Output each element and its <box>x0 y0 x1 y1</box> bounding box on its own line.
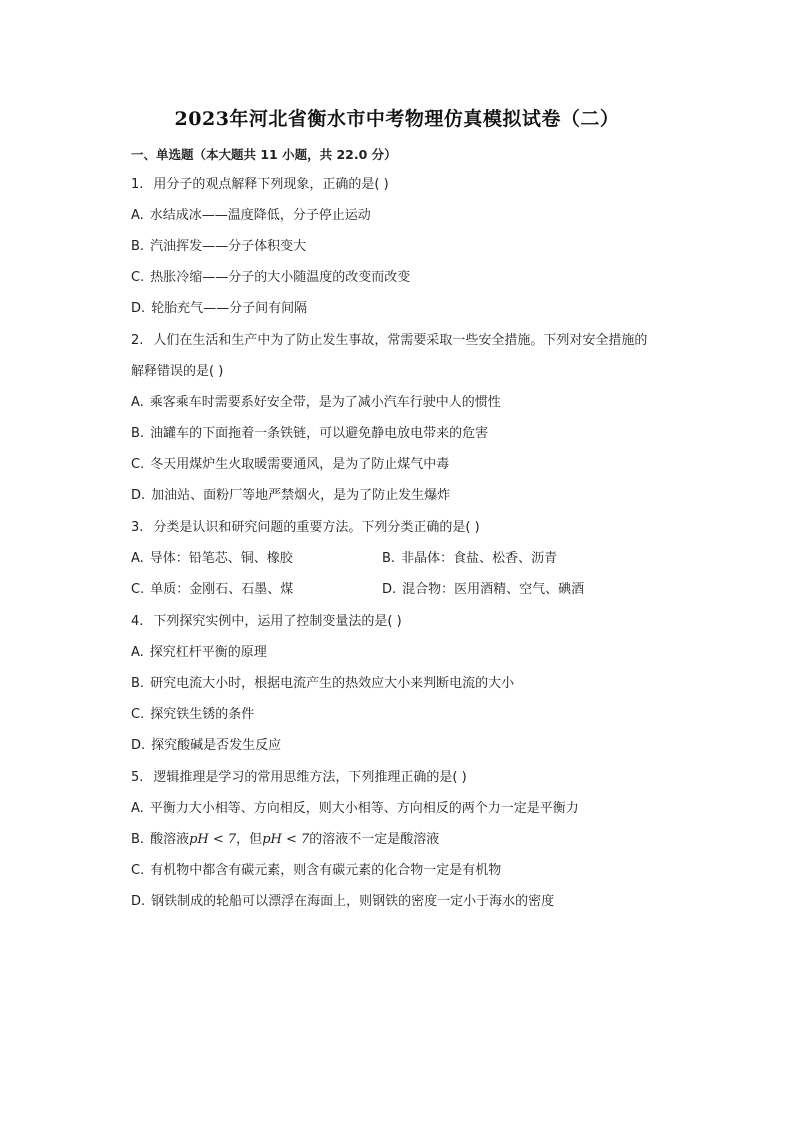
option-letter: D. <box>131 894 146 909</box>
option-text: 钢铁制成的轮船可以漂浮在海面上，则钢铁的密度一定小于海水的密度 <box>151 894 555 909</box>
option-letter: C. <box>131 270 145 285</box>
question-number: 1. <box>131 177 144 192</box>
option-text: 探究酸碱是否发生反应 <box>151 738 282 753</box>
option-letter: B. <box>131 832 145 847</box>
option-letter: C. <box>131 863 145 878</box>
math-expression: pH < 7 <box>262 832 310 847</box>
question-2-option-b <box>131 425 488 443</box>
question-text: 分类是认识和研究问题的重要方法。下列分类正确的是( ) <box>153 520 480 535</box>
option-text: 冬天用煤炉生火取暖需要通风，是为了防止煤气中毒 <box>150 457 450 472</box>
option-letter: D. <box>131 738 146 753</box>
option-letter: C. <box>131 457 145 472</box>
option-text-part-2: ，但 <box>236 832 263 847</box>
question-3-option-b <box>382 550 557 568</box>
option-text: 探究杠杆平衡的原理 <box>149 645 267 660</box>
option-letter: A. <box>131 551 144 566</box>
question-4-option-a <box>131 644 267 662</box>
option-letter: A. <box>131 395 144 410</box>
option-letter: A. <box>131 801 144 816</box>
option-letter: B. <box>131 239 145 254</box>
option-letter: A. <box>131 208 144 223</box>
option-letter: B. <box>382 551 396 566</box>
option-text: 探究铁生锈的条件 <box>150 707 255 722</box>
question-3-option-c <box>131 581 293 599</box>
option-text: 油罐车的下面拖着一条铁链，可以避免静电放电带来的危害 <box>150 426 489 441</box>
question-5-stem <box>131 769 467 787</box>
option-letter: D. <box>131 488 146 503</box>
option-text: 单质：金刚石、石墨、煤 <box>150 582 294 597</box>
option-text: 加油站、面粉厂等地严禁烟火，是为了防止发生爆炸 <box>151 488 451 503</box>
option-text: 乘客乘车时需要系好安全带，是为了减小汽车行驶中人的惯性 <box>149 395 501 410</box>
question-5-option-c <box>131 862 501 880</box>
question-2-option-d <box>131 487 450 505</box>
question-3-stem <box>131 519 480 537</box>
question-1-stem <box>131 176 389 194</box>
option-letter: A. <box>131 645 144 660</box>
question-4-option-d <box>131 737 281 755</box>
question-1-option-b <box>131 238 306 256</box>
question-number: 3. <box>131 520 144 535</box>
question-5-option-a <box>131 800 579 818</box>
option-text: 导体：铅笔芯、铜、橡胶 <box>149 551 293 566</box>
option-letter: C. <box>131 582 145 597</box>
question-5-option-b <box>131 831 439 849</box>
option-text: 水结成冰——温度降低，分子停止运动 <box>149 208 371 223</box>
question-1-option-a <box>131 207 371 225</box>
question-2-option-c <box>131 456 449 474</box>
option-letter: D. <box>131 301 146 316</box>
option-text: 平衡力大小相等、方向相反，则大小相等、方向相反的两个力一定是平衡力 <box>149 801 579 816</box>
option-text-part-3: 的溶液不一定是酸溶液 <box>309 832 440 847</box>
option-text: 研究电流大小时，根据电流产生的热效应大小来判断电流的大小 <box>150 676 515 691</box>
question-text: 下列探究实例中，运用了控制变量法的是( ) <box>153 614 402 629</box>
option-text: 热胀冷缩——分子的大小随温度的改变而改变 <box>150 270 411 285</box>
section-heading: 一、单选题（本大题共 11 小题，共 22.0 分） <box>131 147 397 162</box>
question-2-stem <box>131 332 647 350</box>
question-4-stem <box>131 613 402 631</box>
math-expression: pH < 7 <box>189 832 237 847</box>
question-number: 5. <box>131 770 144 785</box>
option-text: 混合物：医用酒精、空气、碘酒 <box>402 582 585 597</box>
question-4-option-c <box>131 706 254 724</box>
question-2-stem-continued: 解释错误的是( ) <box>131 364 224 379</box>
question-1-option-d <box>131 300 307 318</box>
option-letter: B. <box>131 426 145 441</box>
question-3-option-d <box>382 581 584 599</box>
question-2-option-a <box>131 394 501 412</box>
question-3-option-a <box>131 550 293 568</box>
question-text: 用分子的观点解释下列现象，正确的是( ) <box>153 177 389 192</box>
option-text-part-1: 酸溶液 <box>150 832 190 847</box>
option-text: 非晶体：食盐、松香、沥青 <box>401 551 558 566</box>
option-letter: B. <box>131 676 145 691</box>
question-4-option-b <box>131 675 514 693</box>
question-text: 逻辑推理是学习的常用思维方法，下列推理正确的是( ) <box>153 770 467 785</box>
question-1-option-c <box>131 269 410 287</box>
question-text: 人们在生活和生产中为了防止发生事故，常需要采取一些安全措施。下列对安全措施的 <box>153 333 648 348</box>
option-letter: D. <box>382 582 397 597</box>
option-text: 轮胎充气——分子间有间隔 <box>151 301 308 316</box>
question-number: 2. <box>131 333 144 348</box>
question-number: 4. <box>131 614 144 629</box>
question-5-option-d <box>131 893 554 911</box>
page-title: 2023年河北省衡水市中考物理仿真模拟试卷（二） <box>174 108 620 130</box>
option-text: 汽油挥发——分子体积变大 <box>150 239 307 254</box>
option-text: 有机物中都含有碳元素，则含有碳元素的化合物一定是有机物 <box>150 863 502 878</box>
option-letter: C. <box>131 707 145 722</box>
